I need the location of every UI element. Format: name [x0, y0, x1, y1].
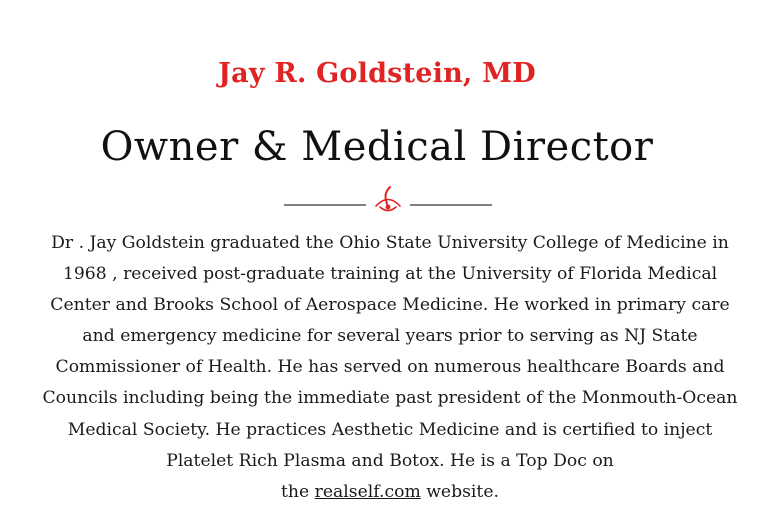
realself-link[interactable]: realself.com	[314, 481, 421, 502]
hair-follicle-icon	[376, 187, 400, 211]
doctor-bio	[40, 228, 740, 508]
bio-prefix: the	[281, 481, 310, 502]
bio-suffix: website.	[426, 481, 499, 502]
section-divider	[282, 186, 494, 220]
doctor-name: Jay R. Goldstein, MD	[218, 58, 536, 89]
bio-text: Dr . Jay Goldstein graduated the Ohio State University College of Medicine in 1968 , received post-graduate training at the University of Florida Medical Center and Brooks School of Aerospace Medicine. He worked in primary care and emergency medicine for several years prior to serving as NJ State Commissioner of Health. He has served on numerous healthcare Boards and Councils including being the immediate past president of the Monmouth-Ocean Medical Society. He practices Aesthetic Medicine and is certified to inject Platelet Rich Plasma and Botox. He is a Top Doc on	[42, 233, 738, 471]
doctor-title: Owner & Medical Director	[100, 124, 654, 170]
